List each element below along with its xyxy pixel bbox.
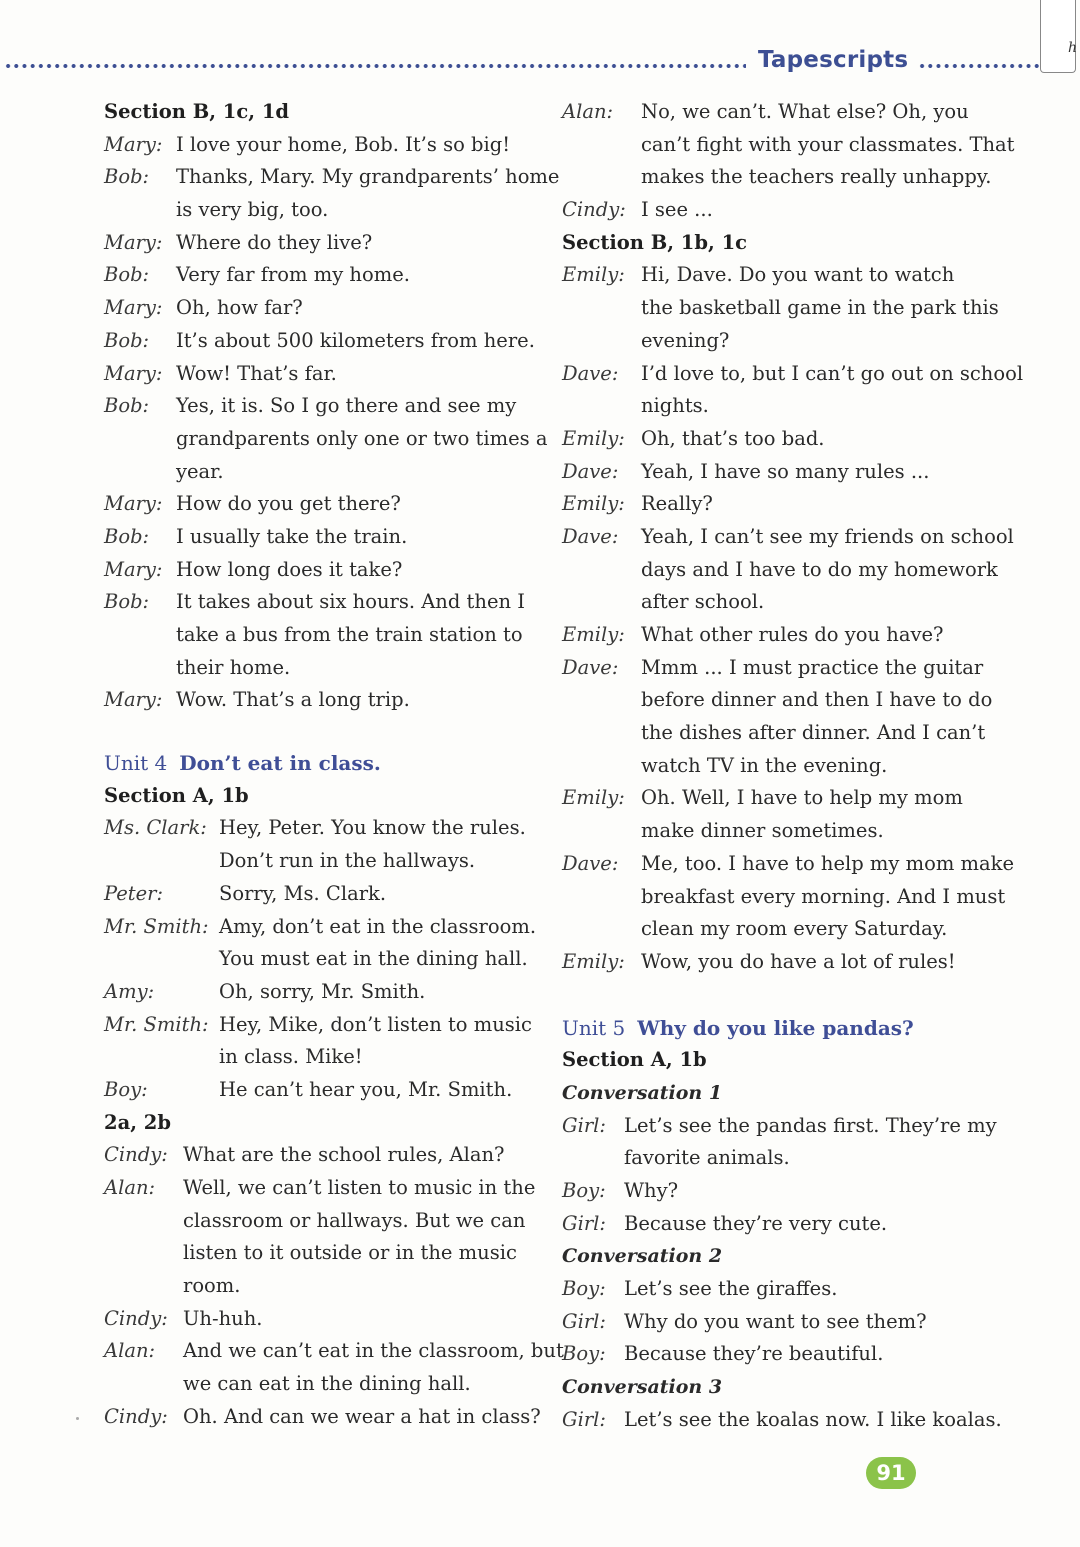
- dialogue-line: [104, 684, 544, 717]
- dialogue-text: is very big, too.: [176, 198, 329, 222]
- speaker-label: Girl:: [562, 1309, 606, 1333]
- dialogue-line: [562, 194, 1042, 227]
- dialogue-line: [562, 390, 1042, 423]
- dialogue-text: take a bus from the train station to: [176, 623, 523, 646]
- speaker-label: Emily:: [562, 492, 625, 516]
- dialogue-text: Wow. That’s a long trip.: [176, 688, 410, 712]
- dialogue-line: [104, 488, 544, 521]
- dialogue-text: No, we can’t. What else? Oh, you: [641, 100, 969, 123]
- dialogue-line: [562, 881, 1042, 914]
- speaker-label: Boy:: [562, 1179, 606, 1202]
- dialogue-line: [104, 911, 544, 944]
- header-title: Tapescripts: [758, 47, 909, 73]
- right-column: [562, 96, 1042, 1437]
- dialogue-text: Sorry, Ms. Clark.: [219, 881, 387, 905]
- speaker-label: Dave:: [562, 851, 619, 875]
- speaker-label: Girl:: [562, 1211, 606, 1235]
- dialogue-line: [104, 976, 544, 1009]
- dialogue-text: I see ...: [641, 198, 713, 222]
- dialogue-text: nights.: [641, 394, 709, 418]
- speaker-label: Emily:: [562, 949, 625, 973]
- speaker-label: Bob:: [104, 165, 150, 189]
- left-column: [104, 96, 564, 1434]
- dialogue-line: [104, 227, 544, 260]
- dialogue-line: [562, 292, 1042, 325]
- dialogue-text: Oh, sorry, Mr. Smith.: [219, 979, 426, 1003]
- dialogue-line: [104, 619, 544, 652]
- dialogue-text: their home.: [176, 655, 291, 679]
- dialogue-text: Yeah, I have so many rules ...: [641, 459, 930, 483]
- speaker-label: Dave:: [562, 361, 619, 385]
- speaker-label: Peter:: [104, 881, 164, 905]
- speaker-label: Mr. Smith:: [104, 1012, 209, 1036]
- dialogue-block: [562, 96, 1042, 227]
- dialogue-text: clean my room every Saturday.: [641, 917, 948, 941]
- dialogue-text: breakfast every morning. And I must: [641, 884, 1006, 908]
- dialogue-line: [562, 96, 1042, 129]
- dialogue-text: Well, we can’t listen to music in the: [183, 1176, 536, 1199]
- dialogue-block: [104, 812, 544, 1106]
- speaker-label: Boy:: [562, 1277, 606, 1301]
- speaker-label: Mary:: [104, 132, 163, 156]
- dialogue-text: Uh-huh.: [183, 1306, 263, 1330]
- dialogue-line: [562, 913, 1042, 946]
- speaker-label: Emily:: [562, 786, 625, 810]
- dialogue-line: [562, 1306, 1042, 1339]
- speaker-label: Cindy:: [104, 1404, 168, 1428]
- dialogue-text: It takes about six hours. And then I: [176, 590, 525, 614]
- dialogue-line: [562, 423, 1042, 456]
- dialogue-text: Hey, Mike, don’t listen to music: [219, 1012, 532, 1036]
- dialogue-line: [104, 1139, 544, 1172]
- dialogue-line: [104, 1041, 544, 1074]
- speaker-label: Bob:: [104, 524, 150, 548]
- dialogue-line: [104, 358, 544, 391]
- dialogue-line: [104, 325, 544, 358]
- dialogue-text: room.: [183, 1274, 241, 1298]
- dialogue-text: we can eat in the dining hall.: [183, 1372, 471, 1396]
- dialogue-line: [562, 619, 1042, 652]
- dialogue-text: You must eat in the dining hall.: [219, 947, 528, 971]
- dialogue-line: [562, 129, 1042, 162]
- speaker-label: Mary:: [104, 361, 163, 385]
- dialogue-block: [562, 1110, 1042, 1241]
- dialogue-text: He can’t hear you, Mr. Smith.: [219, 1077, 513, 1101]
- page-number-badge: 91: [866, 1457, 916, 1489]
- dialogue-line: [562, 782, 1042, 815]
- dialogue-text: classroom or hallways. But we can: [183, 1208, 526, 1232]
- dialogue-text: Because they’re beautiful.: [624, 1342, 884, 1366]
- dialogue-line: [562, 652, 1042, 685]
- dialogue-line: [104, 845, 544, 878]
- unit-number: Unit 4: [104, 751, 168, 776]
- dialogue-line: [104, 943, 544, 976]
- dialogue-text: year.: [176, 459, 224, 483]
- dialogue-line: [562, 259, 1042, 292]
- unit-number: Unit 5: [562, 1015, 626, 1040]
- dialogue-text: Me, too. I have to help my mom make: [641, 851, 1015, 875]
- dialogue-line: [562, 1110, 1042, 1143]
- dialogue-text: Very far from my home.: [176, 263, 410, 287]
- dialogue-text: Let’s see the pandas first. They’re my: [624, 1113, 997, 1137]
- dialogue-line: [104, 652, 544, 685]
- dialogue-line: [562, 1273, 1042, 1306]
- dialogue-line: [104, 586, 544, 619]
- dialogue-line: [562, 717, 1042, 750]
- dialogue-line: [104, 161, 560, 194]
- speaker-label: Emily:: [562, 426, 625, 450]
- header-dotted-rule: [4, 63, 746, 69]
- unit-heading: [104, 747, 544, 780]
- dialogue-line: [104, 1335, 564, 1368]
- dialogue-line: [562, 1142, 1042, 1175]
- dialogue-block: [562, 1404, 1042, 1437]
- dialogue-line: [562, 488, 1042, 521]
- speaker-label: Emily:: [562, 263, 625, 287]
- section-heading: 2a, 2b: [104, 1110, 171, 1134]
- dialogue-line: [562, 586, 1042, 619]
- dialogue-line: [562, 815, 1042, 848]
- dialogue-block: [562, 259, 1042, 978]
- dialogue-line: [562, 1208, 1042, 1241]
- dialogue-text: And we can’t eat in the classroom, but: [183, 1339, 564, 1363]
- dialogue-text: can’t fight with your classmates. That: [641, 132, 1015, 156]
- speaker-label: Cindy:: [104, 1143, 168, 1167]
- speaker-label: Amy:: [104, 979, 155, 1003]
- speaker-label: Mary:: [104, 688, 163, 712]
- dialogue-text: grandparents only one or two times a: [176, 426, 548, 450]
- dialogue-line: [104, 1009, 544, 1042]
- dialogue-line: [104, 1205, 544, 1238]
- speaker-label: Mary:: [104, 230, 163, 254]
- dialogue-text: makes the teachers really unhappy.: [641, 165, 992, 189]
- speaker-label: Dave:: [562, 655, 619, 679]
- dialogue-text: favorite animals.: [624, 1146, 790, 1170]
- dialogue-text: Yeah, I can’t see my friends on school: [641, 524, 1014, 548]
- dialogue-line: [104, 292, 544, 325]
- speaker-label: Girl:: [562, 1407, 606, 1431]
- dialogue-block: [104, 1139, 564, 1433]
- dialogue-line: [562, 358, 1042, 391]
- unit-title: Don’t eat in class.: [179, 751, 381, 776]
- dialogue-line: [104, 390, 544, 423]
- speaker-label: Alan:: [104, 1176, 156, 1199]
- dialogue-text: Why?: [624, 1179, 679, 1202]
- dialogue-line: [562, 325, 1042, 358]
- dialogue-line: [104, 456, 544, 489]
- dialogue-text: What are the school rules, Alan?: [183, 1143, 505, 1167]
- dialogue-line: [104, 1270, 544, 1303]
- margin-mark: [76, 1417, 79, 1420]
- speaker-label: Alan:: [104, 1339, 156, 1363]
- speaker-label: Mary:: [104, 296, 163, 320]
- conversation-label: Conversation 3: [562, 1376, 723, 1399]
- dialogue-text: I’d love to, but I can’t go out on school: [641, 361, 1024, 385]
- section-heading: Section A, 1b: [104, 783, 249, 807]
- section-heading: Section A, 1b: [562, 1048, 707, 1072]
- speaker-label: Dave:: [562, 459, 619, 483]
- dialogue-line: [104, 1303, 544, 1336]
- unit-heading: [562, 1012, 1042, 1045]
- page-corner-tab: [1040, 0, 1076, 73]
- speaker-label: Mary:: [104, 557, 163, 581]
- corner-letter: h: [1068, 40, 1078, 56]
- dialogue-text: I love your home, Bob. It’s so big!: [176, 132, 511, 156]
- dialogue-line: [104, 521, 544, 554]
- dialogue-text: It’s about 500 kilometers from here.: [176, 328, 535, 352]
- speaker-label: Ms. Clark:: [104, 816, 207, 840]
- dialogue-text: the basketball game in the park this: [641, 296, 999, 320]
- dialogue-text: Wow! That’s far.: [176, 361, 337, 385]
- speaker-label: Bob:: [104, 263, 150, 287]
- dialogue-line: [104, 194, 544, 227]
- dialogue-text: Really?: [641, 492, 713, 516]
- dialogue-text: Oh, how far?: [176, 296, 303, 320]
- speaker-label: Bob:: [104, 590, 150, 614]
- dialogue-text: Hi, Dave. Do you want to watch: [641, 263, 955, 287]
- dialogue-line: [562, 684, 1042, 717]
- dialogue-text: Because they’re very cute.: [624, 1211, 888, 1235]
- dialogue-text: before dinner and then I have to do: [641, 688, 993, 712]
- dialogue-line: [104, 129, 544, 162]
- dialogue-line: [562, 946, 1042, 979]
- dialogue-line: [104, 554, 544, 587]
- dialogue-text: in class. Mike!: [219, 1045, 363, 1069]
- header-dotted-rule-right: [918, 63, 1048, 69]
- speaker-label: Mr. Smith:: [104, 914, 209, 938]
- dialogue-line: [104, 878, 544, 911]
- dialogue-line: [104, 1172, 544, 1205]
- dialogue-text: Hey, Peter. You know the rules.: [219, 816, 526, 840]
- dialogue-line: [104, 812, 544, 845]
- dialogue-line: [104, 1368, 544, 1401]
- dialogue-text: after school.: [641, 590, 765, 614]
- conversation-label: Conversation 1: [562, 1081, 723, 1104]
- speaker-label: Dave:: [562, 524, 619, 548]
- dialogue-text: watch TV in the evening.: [641, 753, 888, 777]
- dialogue-text: make dinner sometimes.: [641, 819, 884, 843]
- speaker-label: Emily:: [562, 623, 625, 646]
- dialogue-text: evening?: [641, 328, 730, 352]
- section-heading: Section B, 1b, 1c: [562, 230, 748, 254]
- dialogue-text: Don’t run in the hallways.: [219, 849, 476, 873]
- speaker-label: Boy:: [104, 1077, 148, 1101]
- dialogue-block: [562, 1273, 1042, 1371]
- dialogue-text: I usually take the train.: [176, 524, 408, 548]
- dialogue-text: Mmm ... I must practice the guitar: [641, 655, 984, 679]
- dialogue-text: Where do they live?: [176, 230, 373, 254]
- dialogue-block: [104, 129, 560, 717]
- dialogue-line: [104, 1401, 544, 1434]
- speaker-label: Girl:: [562, 1113, 606, 1137]
- dialogue-text: listen to it outside or in the music: [183, 1241, 517, 1265]
- dialogue-line: [562, 1338, 1042, 1371]
- speaker-label: Cindy:: [104, 1306, 168, 1330]
- dialogue-text: How do you get there?: [176, 492, 401, 516]
- dialogue-line: [562, 1175, 1042, 1208]
- dialogue-line: [562, 521, 1042, 554]
- speaker-label: Alan:: [562, 100, 614, 123]
- dialogue-line: [562, 161, 1042, 194]
- speaker-label: Mary:: [104, 492, 163, 516]
- section-heading: Section B, 1c, 1d: [104, 100, 290, 123]
- dialogue-line: [104, 1237, 544, 1270]
- dialogue-text: Yes, it is. So I go there and see my: [176, 394, 517, 418]
- dialogue-line: [562, 1404, 1042, 1437]
- speaker-label: Cindy:: [562, 198, 626, 222]
- dialogue-text: Why do you want to see them?: [624, 1309, 927, 1333]
- dialogue-text: Let’s see the koalas now. I like koalas.: [624, 1407, 1002, 1431]
- speaker-label: Bob:: [104, 394, 150, 418]
- unit-title: Why do you like pandas?: [637, 1015, 914, 1040]
- dialogue-line: [104, 259, 544, 292]
- dialogue-line: [104, 423, 548, 456]
- dialogue-line: [562, 848, 1042, 881]
- dialogue-text: Oh, that’s too bad.: [641, 426, 825, 450]
- dialogue-text: Thanks, Mary. My grandparents’ home: [176, 165, 560, 189]
- speaker-label: Bob:: [104, 328, 150, 352]
- dialogue-line: [562, 554, 1042, 587]
- dialogue-text: Oh. And can we wear a hat in class?: [183, 1404, 541, 1428]
- dialogue-text: What other rules do you have?: [641, 623, 944, 646]
- dialogue-text: Wow, you do have a lot of rules!: [641, 949, 956, 973]
- dialogue-line: [104, 1074, 544, 1107]
- conversation-label: Conversation 2: [562, 1245, 723, 1268]
- dialogue-text: Amy, don’t eat in the classroom.: [219, 914, 537, 938]
- speaker-label: Boy:: [562, 1342, 606, 1366]
- dialogue-text: the dishes after dinner. And I can’t: [641, 721, 986, 745]
- dialogue-line: [562, 750, 1042, 783]
- dialogue-text: Let’s see the giraffes.: [624, 1277, 838, 1301]
- dialogue-text: Oh. Well, I have to help my mom: [641, 786, 963, 810]
- dialogue-text: How long does it take?: [176, 557, 403, 581]
- dialogue-text: days and I have to do my homework: [641, 557, 998, 581]
- dialogue-line: [562, 456, 1042, 489]
